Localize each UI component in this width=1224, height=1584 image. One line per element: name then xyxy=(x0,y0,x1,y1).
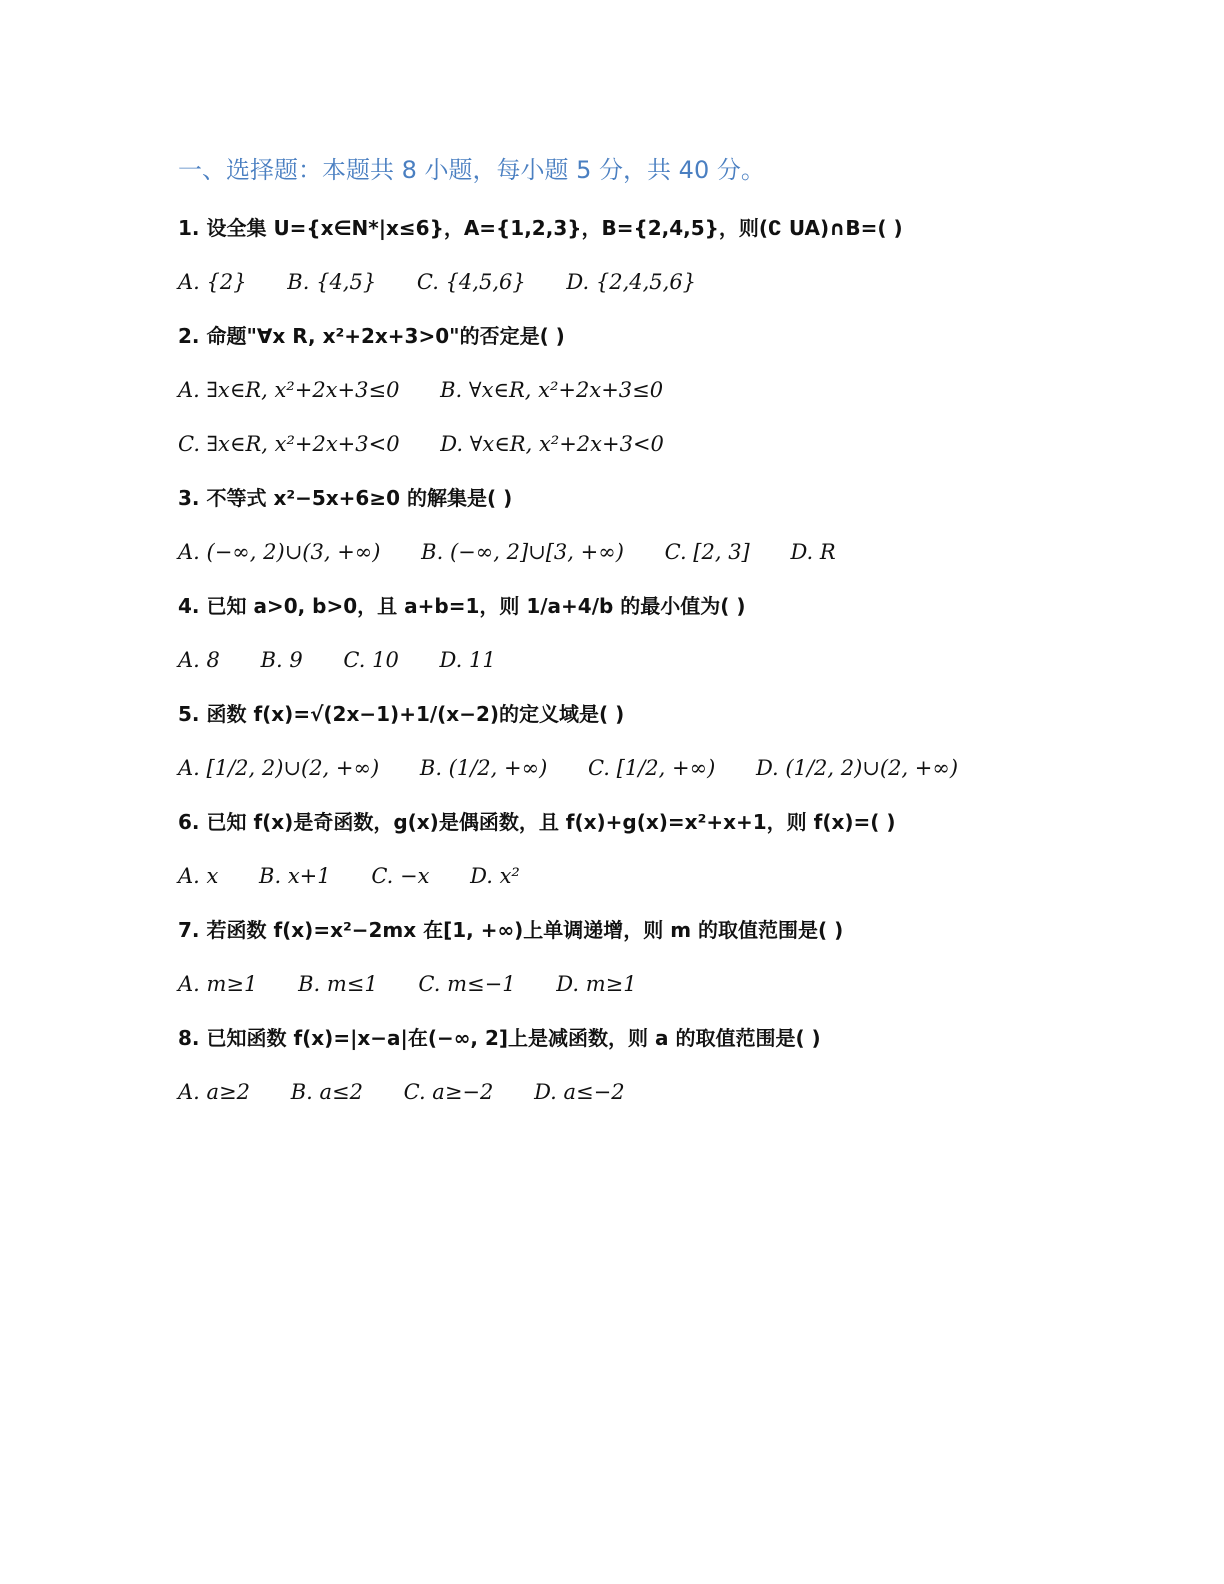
q7-option-b: B. m≤1 xyxy=(298,972,378,996)
q5-option-a: A. [1/2, 2)∪(2, +∞) xyxy=(178,756,380,780)
question-4-options xyxy=(178,644,1058,676)
q2-option-c: C. ∃x∈R, x²+2x+3<0 xyxy=(178,432,400,456)
q2-option-d: D. ∀x∈R, x²+2x+3<0 xyxy=(440,432,664,456)
q5-option-c: C. [1/2, +∞) xyxy=(587,756,716,780)
q6-option-c: C. −x xyxy=(371,864,430,888)
q1-option-c: C. {4,5,6} xyxy=(416,270,526,294)
q8-option-c: C. a≥−2 xyxy=(403,1080,494,1104)
question-2-options-row-2 xyxy=(178,428,1058,460)
q6-option-b: B. x+1 xyxy=(259,864,331,888)
q4-option-d: D. 11 xyxy=(439,648,496,672)
question-7-options xyxy=(178,968,1058,1000)
q3-option-b: B. (−∞, 2]∪[3, +∞) xyxy=(421,540,624,564)
question-7-stem: 7. 若函数 f(x)=x²−2mx 在[1, +∞)上单调递增，则 m 的取值范围是( ) xyxy=(178,918,844,942)
q5-option-d: D. (1/2, 2)∪(2, +∞) xyxy=(755,756,959,780)
question-3-stem: 3. 不等式 x²−5x+6≥0 的解集是( ) xyxy=(178,486,513,510)
question-2-options-row-1 xyxy=(178,374,1058,406)
question-4-stem: 4. 已知 a>0, b>0，且 a+b=1，则 1/a+4/b 的最小值为( ) xyxy=(178,594,746,618)
q7-option-c: C. m≤−1 xyxy=(418,972,516,996)
question-2-stem: 2. 命题"∀x R, x²+2x+3>0"的否定是( ) xyxy=(178,324,565,348)
q3-option-c: C. [2, 3] xyxy=(664,540,750,564)
q5-option-b: B. (1/2, +∞) xyxy=(419,756,548,780)
question-3-options xyxy=(178,536,1058,568)
q7-option-a: A. m≥1 xyxy=(178,972,258,996)
q6-option-a: A. x xyxy=(178,864,219,888)
q8-option-a: A. a≥2 xyxy=(178,1080,250,1104)
q8-option-b: B. a≤2 xyxy=(290,1080,363,1104)
q2-option-b: B. ∀x∈R, x²+2x+3≤0 xyxy=(440,378,664,402)
q1-option-a: A. {2} xyxy=(178,270,247,294)
question-1-stem: 1. 设全集 U={x∈N*|x≤6}，A={1,2,3}，B={2,4,5}，则(∁ UA)∩B=( ) xyxy=(178,216,903,240)
q1-option-d: D. {2,4,5,6} xyxy=(566,270,697,294)
q4-option-a: A. 8 xyxy=(178,648,220,672)
section-title: 一、选择题：本题共 8 小题，每小题 5 分，共 40 分。 xyxy=(178,156,765,184)
q3-option-d: D. R xyxy=(790,540,836,564)
exam-page xyxy=(178,150,1058,1130)
q4-option-c: C. 10 xyxy=(343,648,399,672)
question-8-stem: 8. 已知函数 f(x)=|x−a|在(−∞, 2]上是减函数，则 a 的取值范围是( ) xyxy=(178,1026,821,1050)
question-6-options xyxy=(178,860,1058,892)
q6-option-d: D. x² xyxy=(470,864,520,888)
q8-option-d: D. a≤−2 xyxy=(534,1080,625,1104)
question-5-options xyxy=(178,752,1058,784)
q7-option-d: D. m≥1 xyxy=(556,972,637,996)
question-6-stem: 6. 已知 f(x)是奇函数，g(x)是偶函数，且 f(x)+g(x)=x²+x+1，则 f(x)=( ) xyxy=(178,810,896,834)
question-8-options xyxy=(178,1076,1058,1108)
question-5-stem: 5. 函数 f(x)=√(2x−1)+1/(x−2)的定义域是( ) xyxy=(178,702,625,726)
q3-option-a: A. (−∞, 2)∪(3, +∞) xyxy=(178,540,381,564)
q4-option-b: B. 9 xyxy=(260,648,303,672)
question-1-options xyxy=(178,266,1058,298)
q2-option-a: A. ∃x∈R, x²+2x+3≤0 xyxy=(178,378,400,402)
q1-option-b: B. {4,5} xyxy=(287,270,377,294)
